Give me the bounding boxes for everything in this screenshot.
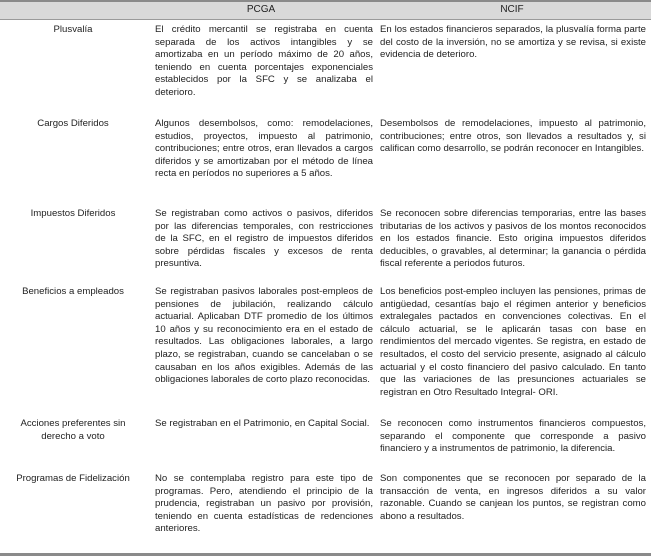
- pcga-cell: No se contemplaba registro para este tipo de programas. Pero, atendiendo el principio de la prudencia, registraban un pasivo por provisión, teniendo en cuenta estadísticas de redenciones anteriores.: [155, 473, 373, 535]
- pcga-cell: El crédito mercantil se registraba en cuenta separada de los activos intangibles y se amortizaba en un período máximo de 20 años, teniendo en cuenta porcentajes exponenciales establecidos por la SFC y se analizaba el deterioro.: [155, 24, 373, 98]
- ncif-cell: Desembolsos de remodelaciones, impuesto al patrimonio, contribuciones; entre otros, son llevados a resultados y, si califican como desarrollo, se podrán reconocer en Intangibles.: [380, 118, 646, 155]
- header-pcga: PCGA: [246, 4, 276, 15]
- ncif-cell: En los estados financieros separados, la plusvalía forma parte del costo de la inversión, no se amortiza y se revisa, si existe evidencia de deterioro.: [380, 24, 646, 61]
- pcga-cell: Algunos desembolsos, como: remodelaciones, estudios, proyectos, impuesto al patrimonio, contribuciones; entre otros, eran llevados a cargos diferidos y se amortizaban por el método de línea recta en períodos no superiores a 5 años.: [155, 118, 373, 180]
- row-concept: Plusvalía: [53, 24, 93, 35]
- pcga-cell: Se registraban en el Patrimonio, en Capital Social.: [155, 418, 370, 429]
- row-concept: Programas de Fidelización: [16, 473, 130, 484]
- row-concept: Cargos Diferidos: [37, 118, 109, 129]
- row-concept: Beneficios a empleados: [22, 286, 124, 297]
- row-concept: Acciones preferentes sin derecho a voto: [20, 418, 126, 442]
- table-header: [0, 2, 651, 20]
- ncif-cell: Se reconocen sobre diferencias temporarias, entre las bases tributarias de los activos y pasivos de los montos reconocidos en los estados financie. Esto origina impuestos diferidos deducibles, o gravables, al determinar; la ganancia o pérdida fiscal referente a periodos futuros.: [380, 208, 646, 270]
- pcga-cell: Se registraban como activos o pasivos, diferidos por las diferencias temporales, con restricciones de la SFC, en el registro de impuestos diferidos sobre pérdidas fiscales y excesos de renta presuntiva.: [155, 208, 373, 270]
- bottom-rule: [0, 553, 651, 556]
- row-concept: Impuestos Diferidos: [30, 208, 116, 219]
- header-ncif: NCIF: [500, 4, 524, 15]
- ncif-cell: Son componentes que se reconocen por separado de la transacción de venta, en ingresos diferidos a su valor razonable. Cuando se canjean los puntos, se registran como abono a resultados.: [380, 473, 646, 522]
- ncif-cell: Los beneficios post-empleo incluyen las pensiones, primas de antigüedad, cesantías bajo el régimen anterior y beneficios extralegales pactados en convenciones colectivas. En el cálculo actuarial, se le aplicarán tasas con base en rendimientos del mercado vigentes. Se registra, en estado de resultados, el costo del servicio presente, asignado al cálculo actuarial y el costo financiero del pasivo calculado. En tanto que las variaciones de las presunciones actuariales se registran en Otro Resultado Integral- ORI.: [380, 286, 646, 398]
- ncif-cell: Se reconocen como instrumentos financieros compuestos, separando el componente que corresponde a pasivo financiero y a instrumentos de patrimonio, la diferencia.: [380, 418, 646, 455]
- pcga-cell: Se registraban pasivos laborales post-empleos de pensiones de jubilación, realizando cálculo actuarial. Aplicaban DTF promedio de los últimos 10 años y su reconocimiento era en el estado de resultados. Las obligaciones laborales, a largo plazo, se registraban, cuando se cancelaban o se causaban en los años exigibles. Además de las obligaciones laborales de corto plazo reconocidas.: [155, 286, 373, 386]
